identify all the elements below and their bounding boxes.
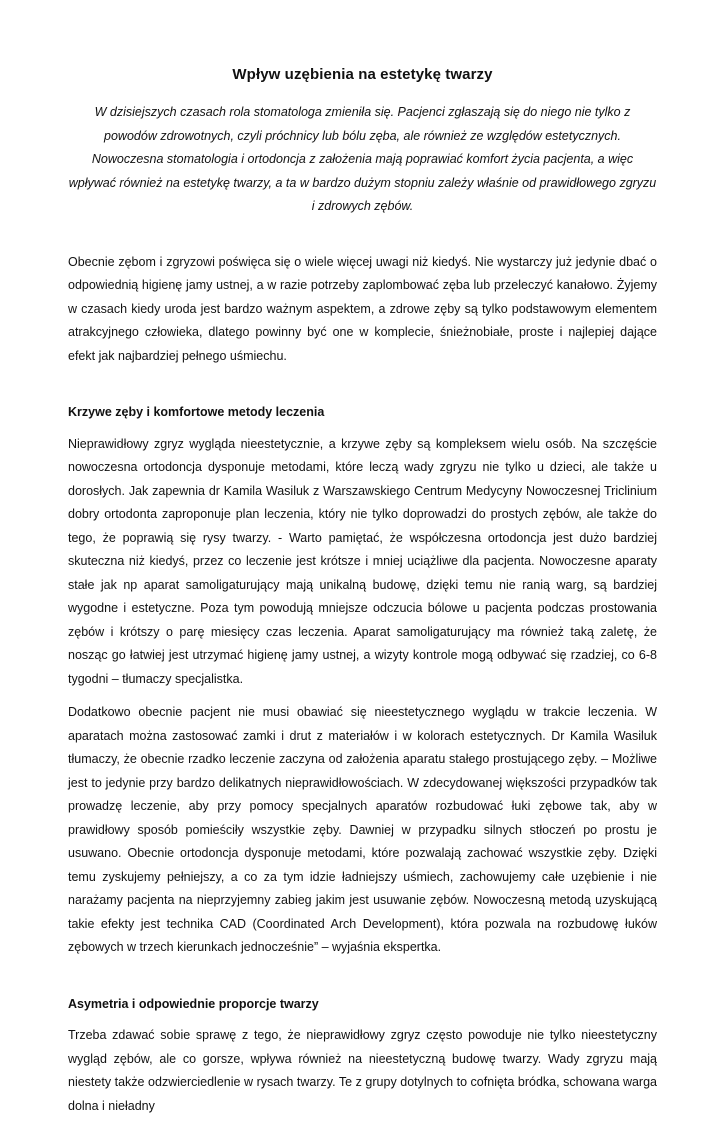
lead-paragraph: W dzisiejszych czasach rola stomatologa zmieniła się. Pacjenci zgłaszają się do niego nie tylko z powodów zdrowotnych, czyli próchnicy lub bólu zęba, ale również ze względów estetycznych. Nowoczesna stomatologia i ortodoncja z założenia mają poprawiać komfort życia pacjenta, a więc wpływać również na estetykę twarzy, a ta w bardzo dużym stopniu zależy właśnie od prawidłowego zgryzu i zdrowych zębów. (68, 105, 657, 213)
section-heading-crooked-teeth: Krzywe zęby i komfortowe metody leczenia (68, 405, 325, 419)
section1-paragraph-1: Nieprawidłowy zgryz wygląda nieestetycznie, a krzywe zęby są kompleksem wielu osób. Na szczęście nowoczesna ortodoncja dysponuje metodami, które leczą wady zgryzu nie tylko u dzieci, ale także u dorosłych. Jak zapewnia dr Kamila Wasiluk z Warszawskiego Centrum Medycyny Nowoczesnej Triclinium dobry ortodonta zaproponuje plan leczenia, który nie tylko doprowadzi do prostych zębów, ale także do tego, że poprawią się rysy twarzy. - Warto pamiętać, że współczesna ortodoncja jest dużo bardziej skuteczna niż kiedyś, przez co leczenie jest krótsze i mniej uciążliwe dla pacjenta. Nowoczesne aparaty stałe jak np aparat samoligaturujący mają unikalną budowę, dzięki temu nie ranią warg, są bardziej wygodne i estetyczne. Poza tym powodują mniejsze odczucia bólowe u pacjenta podczas prostowania zębów i krótszy o parę miesięcy czas leczenia. Aparat samoligaturujący ma również taką zaletę, że nosząc go łatwiej jest utrzymać higienę jamy ustnej, a wizyty kontrole mogą odbywać się rzadziej, co 6-8 tygodni – tłumaczy specjalistka. (68, 436, 657, 686)
section1-paragraph-2: Dodatkowo obecnie pacjent nie musi obawiać się nieestetycznego wyglądu w trakcie leczenia. W aparatach można zastosować zamki i drut z materiałów i w kolorach estetycznych. Dr Kamila Wasiluk tłumaczy, że obecnie rzadko leczenie zaczyna od założenia aparatu stałego prostującego zęby. – Możliwe jest to jedynie przy bardzo delikatnych nieprawidłowościach. W zdecydowanej większości przypadków tak prowadzę leczenie, aby przy pomocy specjalnych aparatów rozbudować łuki zębowe tak, aby w prawidłowy sposób pomieściły wszystkie zęby. Dawniej w przypadku silnych stłoczeń po prostu je usuwano. Obecnie ortodoncja dysponuje metodami, które pozwalają zachować wszystkie zęby. Dzięki temu zyskujemy pełniejszy, a co za tym idzie ładniejszy uśmiech, zachowujemy całe uzębienie i nie narażamy pacjenta na nieprzyjemny zabieg jakim jest usuwanie zębów. Nowoczesną metodą uzyskującą takie efekty jest technika CAD (Coordinated Arch Development), która pozwala na rozbudowę łuków zębowych w trzech kierunkach jednocześnie” – wyjaśnia ekspertka. (68, 705, 657, 954)
section-heading-asymmetry: Asymetria i odpowiednie proporcje twarzy (68, 996, 319, 1011)
document-title: Wpływ uzębienia na estetykę twarzy (232, 66, 493, 83)
document-page (68, 66, 657, 1128)
intro-paragraph: Obecnie zębom i zgryzowi poświęca się o wiele więcej uwagi niż kiedyś. Nie wystarczy już jedynie dbać o odpowiednią higienę jamy ustnej, a w razie potrzeby zaplombować zęba lub przeleczyć kanałowo. Żyjemy w czasach kiedy uroda jest bardzo ważnym aspektem, a zdrowe zęby są tylko podstawowym elementem atrakcyjnego człowieka, dlatego powinny być one w komplecie, śnieżnobiałe, proste i najlepiej dające efekt jak najbardziej pełnego uśmiechu. (68, 254, 657, 363)
section2-paragraph-1: Trzeba zdawać sobie sprawę z tego, że nieprawidłowy zgryz często powoduje nie tylko nieestetyczny wygląd zębów, ale co gorsze, wpływa również na nieestetyczną budowę twarzy. Wady zgryzu mają niestety także odzwierciedlenie w rysach twarzy. Te z grupy dotylnych to cofnięta bródka, schowana warga dolna i nieładny (68, 1028, 657, 1113)
